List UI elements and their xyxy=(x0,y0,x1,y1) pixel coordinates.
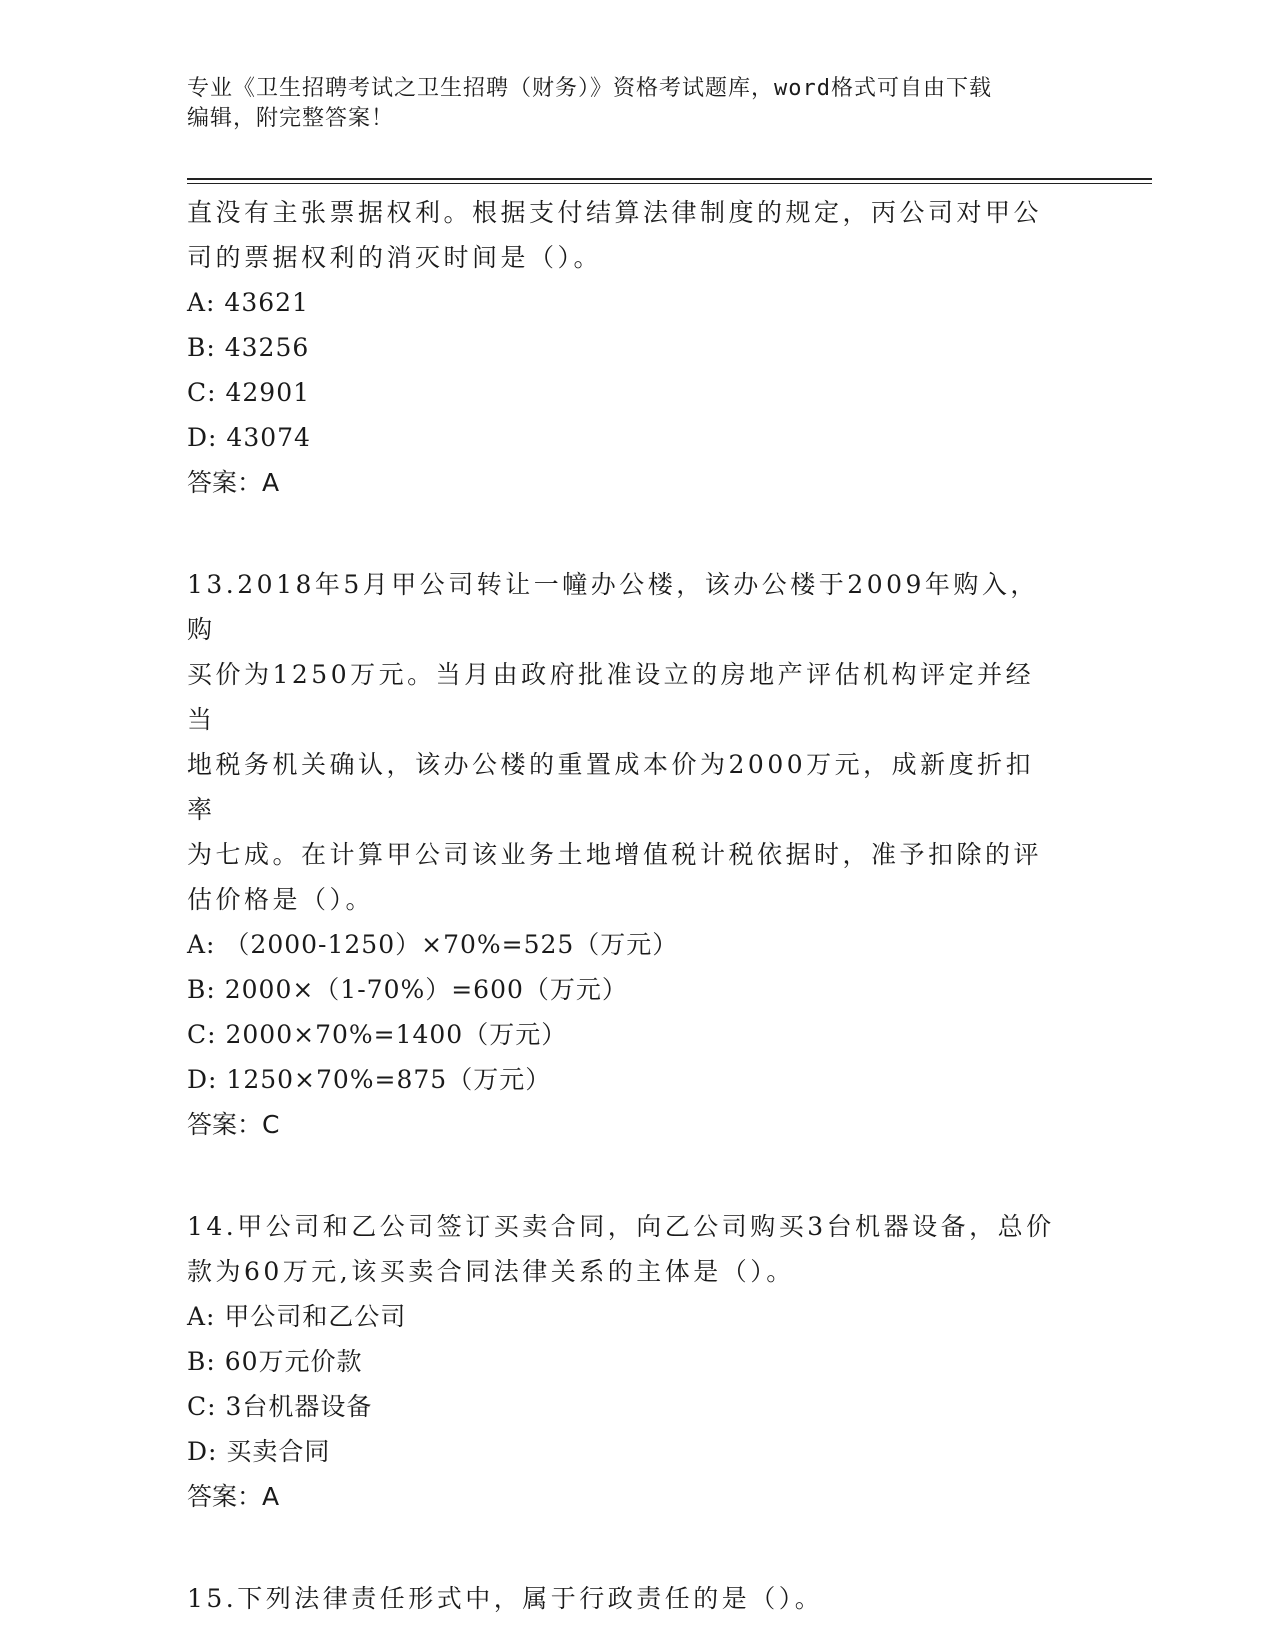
header-divider-thick xyxy=(187,178,1152,180)
question-stem-line: 14.甲公司和乙公司签订买卖合同，向乙公司购买3台机器设备，总价 xyxy=(187,1212,1055,1241)
option-d: D: 43074 xyxy=(187,423,311,452)
option-c: C: 3台机器设备 xyxy=(187,1392,373,1421)
answer-label: 答案：A xyxy=(187,468,280,497)
option-a: A: （2000-1250）×70%=525（万元） xyxy=(187,930,679,959)
option-c: C: 2000×70%=1400（万元） xyxy=(187,1020,568,1049)
answer-label: 答案：C xyxy=(187,1110,280,1139)
question-continuation xyxy=(187,190,1057,505)
option-b: B: 2000×（1-70%）=600（万元） xyxy=(187,975,628,1004)
question-stem-line: 为七成。在计算甲公司该业务土地增值税计税依据时，准予扣除的评 xyxy=(187,840,1043,869)
question-stem-line: 地税务机关确认，该办公楼的重置成本价为2000万元，成新度折扣率 xyxy=(187,750,1035,824)
option-c: C: 42901 xyxy=(187,378,311,407)
question-stem-line: 15.下列法律责任形式中，属于行政责任的是（）。 xyxy=(187,1584,824,1613)
option-b: B: 43256 xyxy=(187,333,310,362)
option-a: A: 甲公司和乙公司 xyxy=(187,1302,407,1331)
header-line-1: 专业《卫生招聘考试之卫生招聘（财务）》资格考试题库，word格式可自由下载 xyxy=(187,76,992,101)
question-stem-line: 司的票据权利的消灭时间是（）。 xyxy=(187,243,603,272)
header-line-2: 编辑，附完整答案！ xyxy=(187,106,395,131)
question-13 xyxy=(187,562,1057,1147)
question-15 xyxy=(187,1576,1057,1621)
option-d: D: 1250×70%=875（万元） xyxy=(187,1065,552,1094)
option-a: A: 43621 xyxy=(187,288,309,317)
question-content xyxy=(187,190,1057,1621)
document-header xyxy=(187,74,1087,134)
question-stem-line: 估价格是（）。 xyxy=(187,885,375,914)
question-stem-line: 直没有主张票据权利。根据支付结算法律制度的规定，丙公司对甲公 xyxy=(187,198,1043,227)
option-b: B: 60万元价款 xyxy=(187,1347,363,1376)
question-stem-line: 款为60万元,该买卖合同法律关系的主体是（）。 xyxy=(187,1257,795,1286)
header-divider-thin xyxy=(187,183,1152,184)
question-14 xyxy=(187,1204,1057,1519)
option-d: D: 买卖合同 xyxy=(187,1437,331,1466)
question-stem-line: 买价为1250万元。当月由政府批准设立的房地产评估机构评定并经当 xyxy=(187,660,1035,734)
question-stem-line: 13.2018年5月甲公司转让一幢办公楼，该办公楼于2009年购入，购 xyxy=(187,570,1039,644)
answer-label: 答案：A xyxy=(187,1482,280,1511)
